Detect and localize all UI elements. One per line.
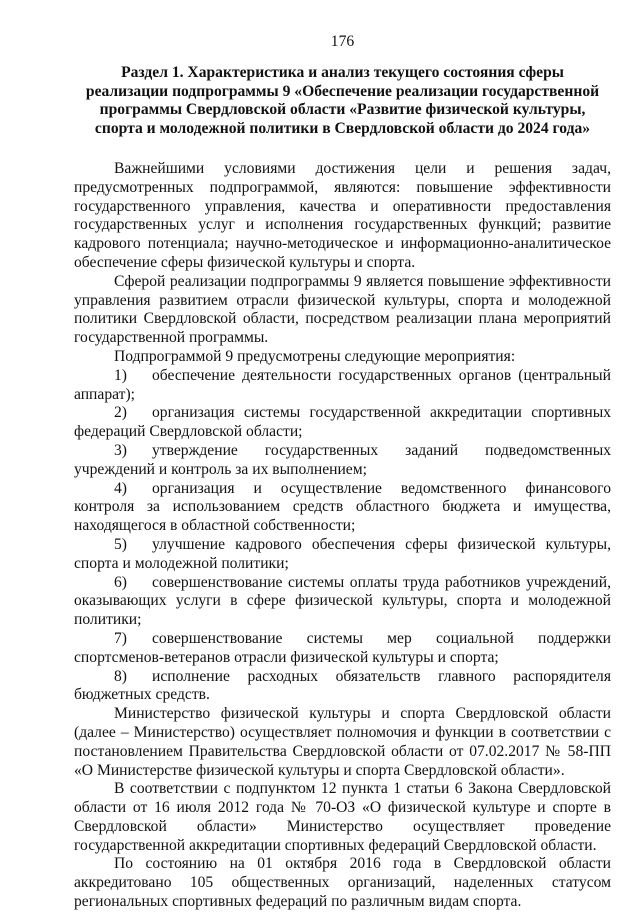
- list-item-text: улучшение кадрового обеспечения сферы физической культуры, спорта и молодежной политики;: [74, 535, 611, 572]
- list-item-number: 7): [114, 629, 127, 647]
- document-page: [74, 0, 611, 912]
- list-item-number: 5): [114, 535, 127, 553]
- list-item-text: обеспечение деятельности государственных органов (центральный аппарат);: [74, 366, 611, 403]
- list-item: [74, 480, 611, 536]
- list-item: [74, 367, 611, 405]
- list-item-number: 8): [114, 667, 127, 685]
- list-item: [74, 404, 611, 442]
- list-item: [74, 668, 611, 706]
- paragraph: Министерство физической культуры и спорта Свердловской области (далее – Министерство) осуществляет полномочия и функции в соответствии с постановлением Правительства Свердловской области от 07.02.2017 № 58-ПП «О Министерстве физической культуры и спорта Свердловской области».: [74, 705, 611, 779]
- list-item: [74, 442, 611, 480]
- list-item-text: организация системы государственной аккредитации спортивных федераций Свердловской области;: [74, 404, 611, 441]
- list-item: [74, 536, 611, 574]
- list-item: [74, 630, 611, 668]
- list-item-text: совершенствование системы мер социальной поддержки спортсменов-ветеранов отрасли физической культуры и спорта;: [74, 629, 611, 666]
- paragraph: Подпрограммой 9 предусмотрены следующие мероприятия:: [114, 347, 516, 365]
- list-item-number: 6): [114, 573, 127, 591]
- list-item-text: исполнение расходных обязательств главного распорядителя бюджетных средств.: [74, 667, 611, 704]
- page-number: 176: [330, 33, 355, 50]
- paragraph: Сферой реализации подпрограммы 9 является повышение эффективности управления развитием отрасли физической культуры, спорта и молодежной политики Свердловской области, посредством реализации плана мероприятий государственной программы.: [74, 272, 611, 347]
- document-body: [74, 160, 611, 912]
- list-item-text: совершенствование системы оплаты труда работников учреждений, оказывающих услуги в сфере физической культуры, спорта и молодежной политики;: [74, 573, 611, 629]
- list-item-number: 2): [114, 404, 127, 422]
- paragraph: В соответствии с подпунктом 12 пункта 1 статьи 6 Закона Свердловской области от 16 июля 2012 года № 70-ОЗ «О физической культуре и спорте в Свердловской области» Министерство осуществляет проведение государственной аккредитации спортивных федераций Свердловской области.: [74, 780, 611, 854]
- list-item: [74, 574, 611, 630]
- list-item-text: организация и осуществление ведомственного финансового контроля за использованием средств областного бюджета и имущества, находящегося в областной собственности;: [74, 479, 611, 535]
- paragraph: По состоянию на 01 октября 2016 года в Свердловской области аккредитовано 105 общественных организаций, наделенных статусом региональных спортивных федераций по различным видам спорта.: [74, 855, 611, 911]
- list-item-number: 3): [114, 441, 127, 459]
- list-item-text: утверждение государственных заданий подведомственных учреждений и контроль за их выполнением;: [74, 441, 611, 478]
- section-heading: Раздел 1. Характеристика и анализ текущего состояния сферы реализации подпрограммы 9 «Обеспечение реализации государственной программы Свердловской области «Развитие физической культуры, спорта и молодежной политики в Свердловской области до 2024 года»: [85, 64, 600, 137]
- list-item-number: 1): [114, 366, 127, 384]
- list-item-number: 4): [114, 479, 127, 497]
- paragraph: Важнейшими условиями достижения цели и решения задач, предусмотренных подпрограммой, являются: повышение эффективности государственного управления, качества и оперативности предоставления государственных услуг и исполнения государственных функций; развитие кадрового потенциала; научно-методическое и информационно-аналитическое обеспечение сферы физической культуры и спорта.: [74, 160, 611, 271]
